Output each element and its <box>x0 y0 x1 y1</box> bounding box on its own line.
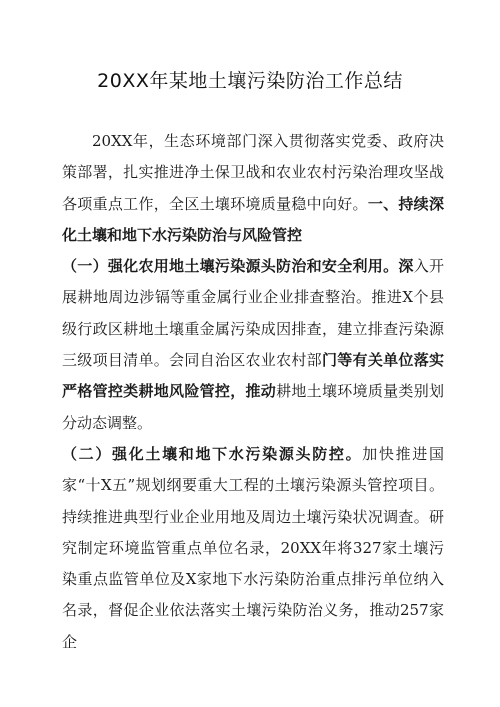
bold-lead-text: 深 <box>398 257 414 276</box>
farmland-bold-text: 门等有关单位落实严格管控类耕地风险管控，推动 <box>62 351 444 401</box>
intro-text: 20XX年，生态环境部门深入贯彻落实党委、政府决策部署，扎实推进净土保卫战和农业农村污染治理攻坚战各项重点工作，全区土壤环境质量稳中向好。 <box>62 132 444 213</box>
paragraph-groundwater <box>62 439 444 658</box>
farmland-text-2: 耕地土壤环境质量类别划分动态调整。 <box>62 382 444 432</box>
paragraph-farmland <box>62 251 444 439</box>
document-title: 20XX年某地土壤污染防治工作总结 <box>97 70 403 92</box>
section-heading-1: 一、持续深化土壤和地下水污染防治与风险管控 <box>62 194 444 244</box>
subsection-heading-2: （二）强化土壤和地下水污染源头防控。 <box>62 444 363 463</box>
farmland-text-1: 入开展耕地周边涉镉等重金属行业企业排查整治。推进X个县级行政区耕地土壤重金属污染成因排查，建立排查污染源三级项目清单。会同自治区农业农村部 <box>62 257 444 370</box>
paragraph-intro <box>62 126 444 251</box>
document-body <box>62 126 444 658</box>
groundwater-text: 加快推进国家“十X五”规划纲要重大工程的土壤污染源头管控项目。持续推进典型行业企业用地及周边土壤污染状况调查。研究制定环境监管重点单位名录，20XX年将327家土壤污染重点监管单位及X家地下水污染防治重点排污单位纳入名录，督促企业依法落实土壤污染防治义务，推动257家企 <box>62 444 444 651</box>
subsection-heading-1: （一）强化农用地土壤污染源头防治和安全利用。 <box>62 257 399 276</box>
